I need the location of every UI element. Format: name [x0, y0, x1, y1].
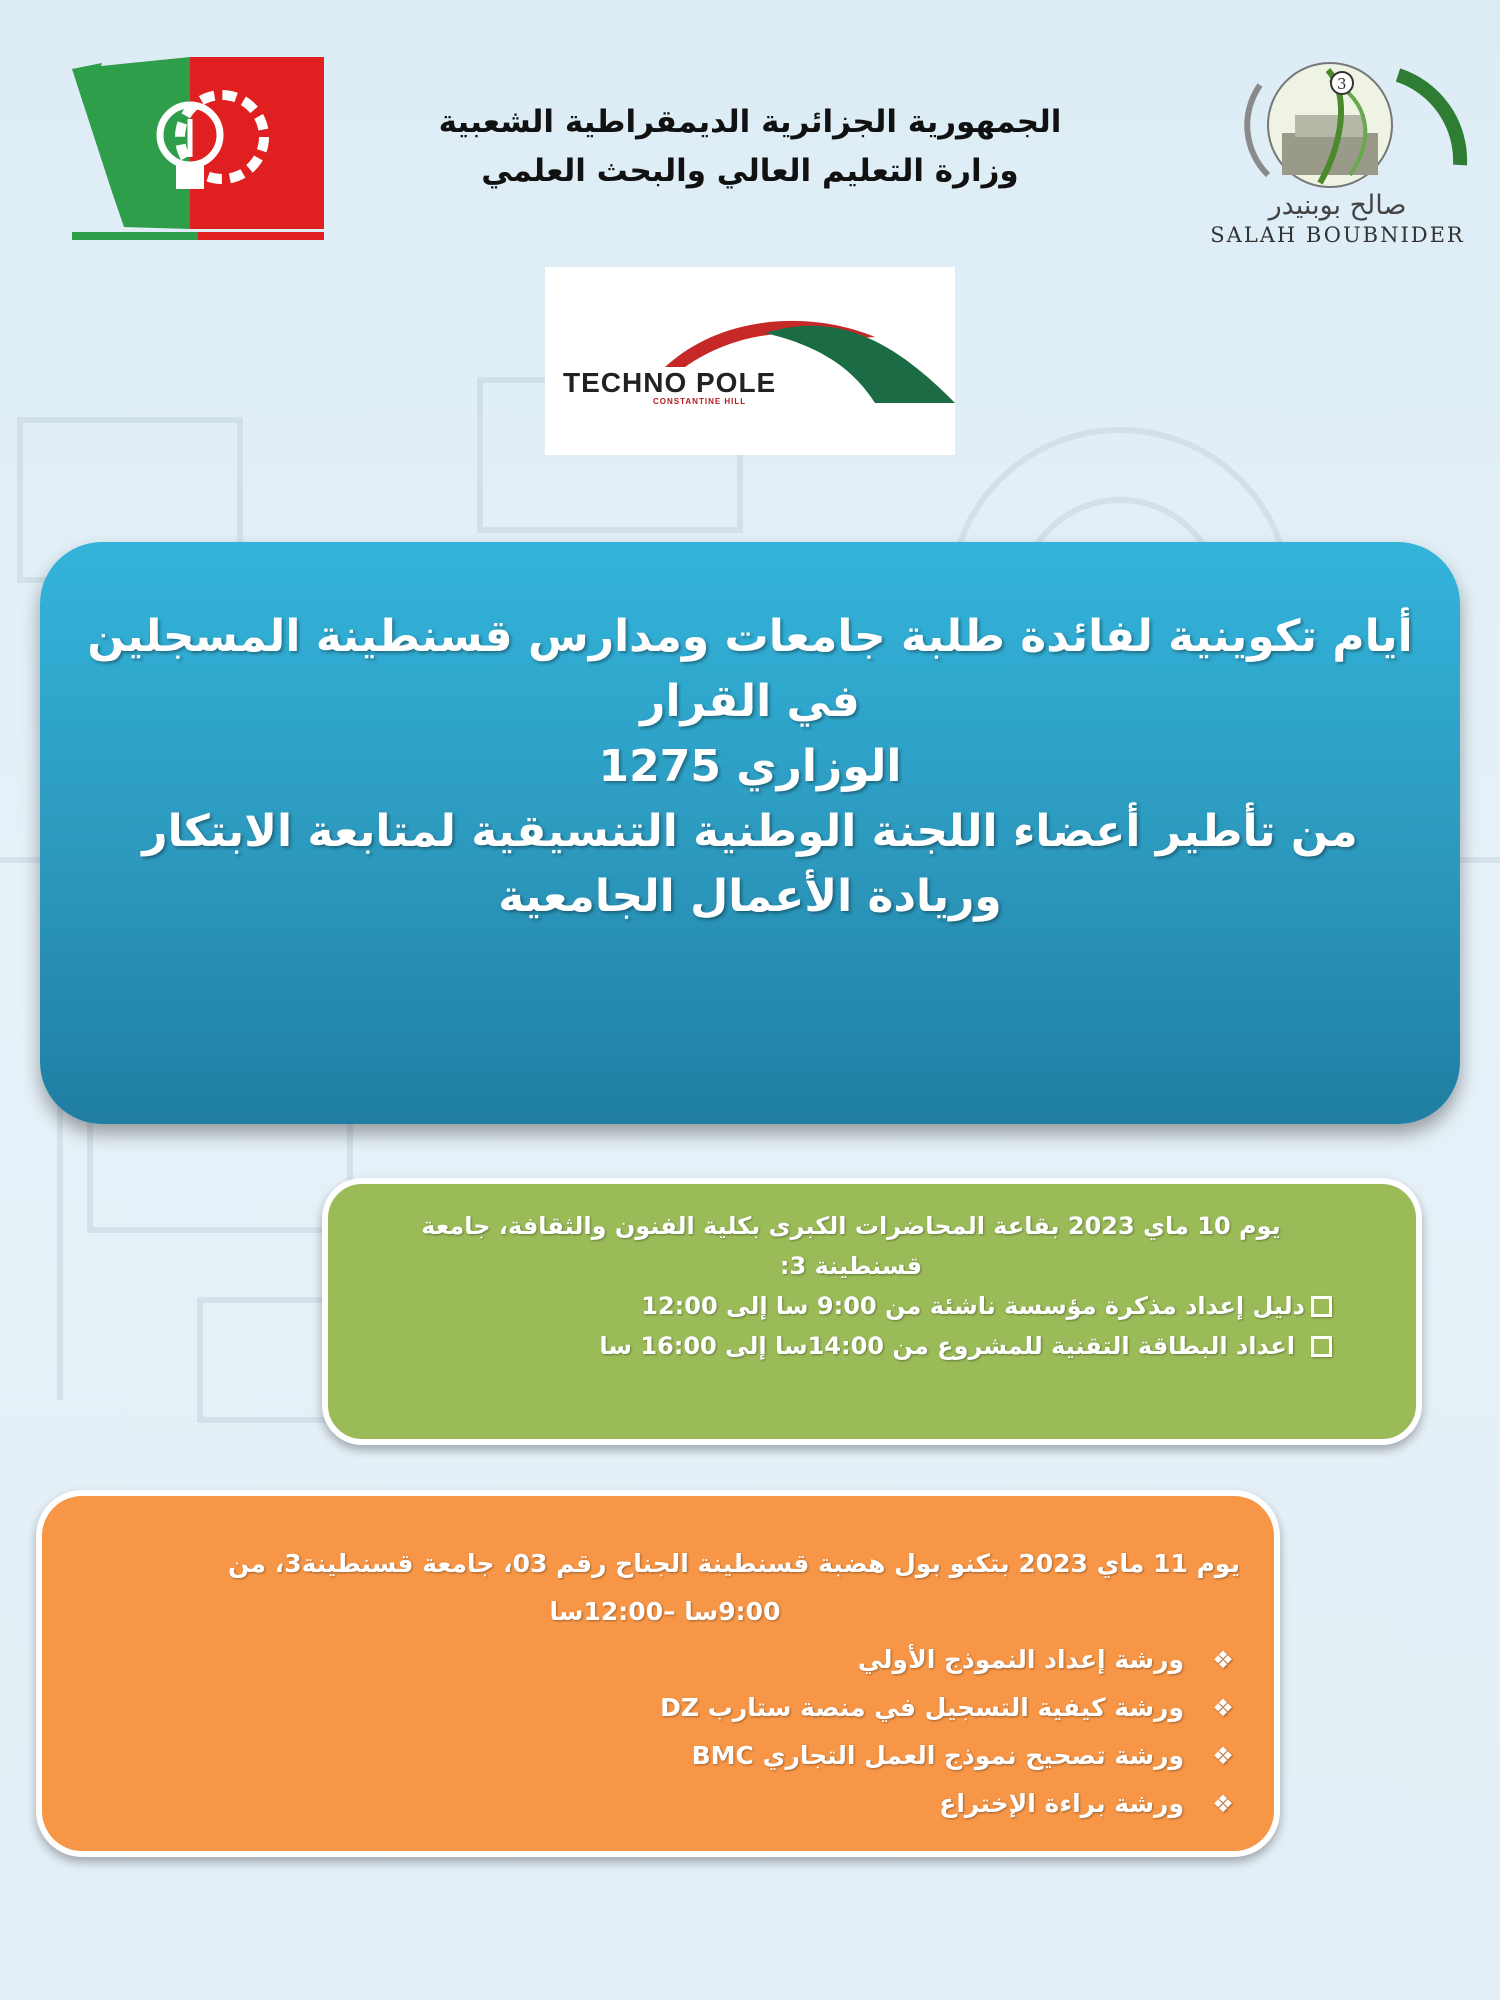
day2-panel [36, 1490, 1280, 1857]
diamond-bullet-icon: ❖ [1212, 1694, 1234, 1722]
header-line-ministry: وزارة التعليم العالي والبحث العلمي [481, 153, 1019, 189]
day2-item-text: ورشة إعداد النموذج الأولي [857, 1645, 1184, 1674]
innovation-bulb-gear-icon [72, 57, 324, 242]
techno-pole-arch-icon [545, 267, 955, 455]
day2-item-text: ورشة تصحيح نموذج العمل التجاري BMC [691, 1741, 1184, 1770]
svg-text:3: 3 [1337, 75, 1347, 93]
header-line-republic: الجمهورية الجزائرية الديمقراطية الشعبية [438, 104, 1062, 140]
university-name-arabic: صالح بوبنيدر [1268, 190, 1407, 221]
checkbox-bullet-icon [1311, 1336, 1332, 1357]
title-line-2: في القرار [640, 676, 860, 727]
day1-content [366, 1206, 1336, 1366]
university-name-latin: SALAH BOUBNIDER [1210, 223, 1465, 247]
day2-item [90, 1636, 1240, 1684]
university-emblem-icon [1200, 55, 1475, 195]
title-panel [40, 542, 1460, 1124]
title-line-5: وريادة الأعمال الجامعية [498, 871, 1002, 922]
day2-item-text: ورشة كيفية التسجيل في منصة ستارب DZ [660, 1693, 1184, 1722]
day2-item [90, 1780, 1240, 1828]
diamond-bullet-icon: ❖ [1212, 1790, 1234, 1818]
day2-time: 9:00سا –12:00سا [549, 1597, 781, 1626]
title-line-4: من تأطير أعضاء اللجنة الوطنية التنسيقية لمتابعة الابتكار [142, 806, 1358, 857]
day1-item [366, 1326, 1336, 1366]
techno-pole-subtitle: CONSTANTINE HILL [653, 397, 747, 406]
day1-heading-cont: قسنطينة 3: [779, 1252, 923, 1280]
techno-pole-wordmark: TECHNO POLE [563, 367, 777, 398]
day1-item-text: اعداد البطاقة التقنية للمشروع من 14:00سا إلى 16:00 سا [599, 1332, 1295, 1360]
day2-item-text: ورشة براءة الإختراع [939, 1789, 1184, 1818]
title-line-1: أيام تكوينية لفائدة طلبة جامعات ومدارس قسنطينة المسجلين [87, 611, 1413, 662]
diamond-bullet-icon: ❖ [1212, 1646, 1234, 1674]
techno-pole-logo [545, 267, 955, 455]
event-title [60, 604, 1440, 929]
day2-content [90, 1540, 1240, 1828]
title-line-3: الوزاري 1275 [598, 741, 902, 792]
ministry-header [420, 98, 1080, 196]
diamond-bullet-icon: ❖ [1212, 1742, 1234, 1770]
day2-item [90, 1732, 1240, 1780]
day2-heading: يوم 11 ماي 2023 بتكنو بول هضبة قسنطينة الجناح رقم 03، جامعة قسنطينة3، من [228, 1549, 1240, 1578]
day1-item [366, 1286, 1336, 1326]
day1-panel [322, 1178, 1422, 1445]
day1-item-text: دليل إعداد مذكرة مؤسسة ناشئة من 9:00 سا إلى 12:00 [641, 1292, 1305, 1320]
day1-heading: يوم 10 ماي 2023 بقاعة المحاضرات الكبرى بكلية الفنون والثقافة، جامعة [421, 1212, 1281, 1240]
day2-item [90, 1684, 1240, 1732]
university-constantine3-logo [1200, 55, 1475, 250]
checkbox-bullet-icon [1311, 1296, 1332, 1317]
